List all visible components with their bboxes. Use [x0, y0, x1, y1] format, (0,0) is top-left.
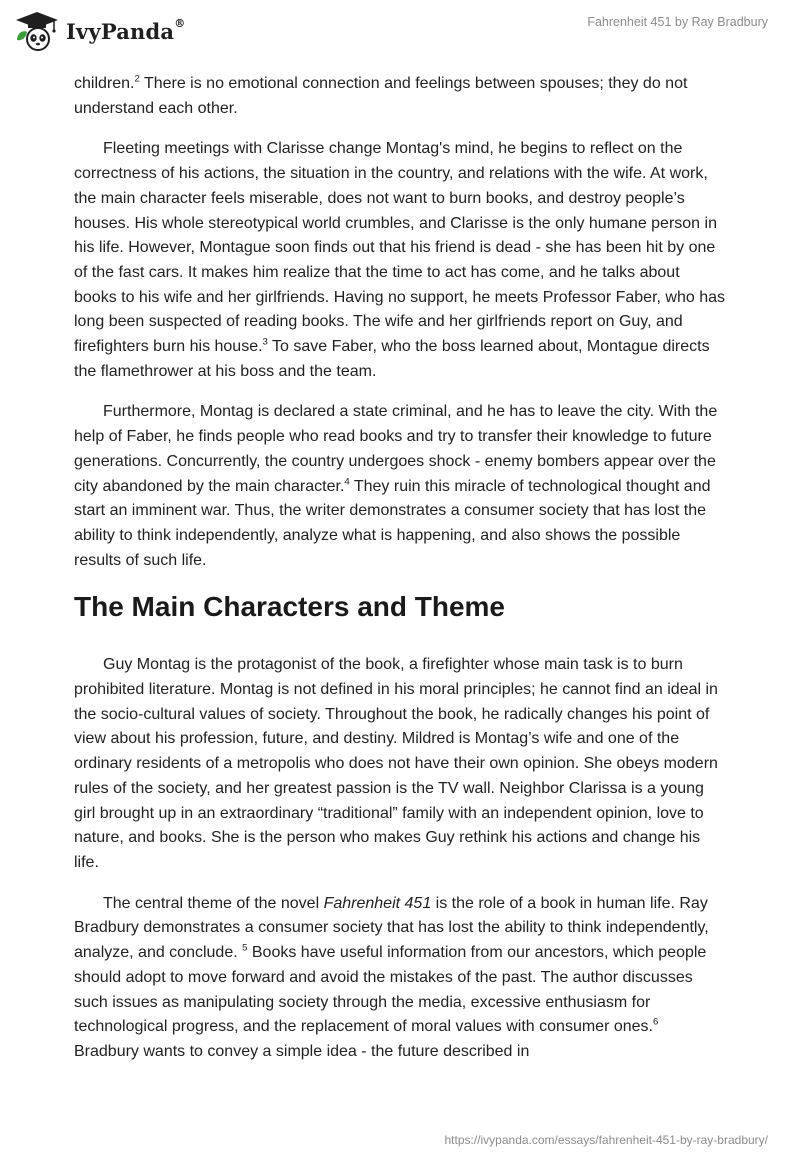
- footnote-ref-2[interactable]: 2: [134, 73, 140, 85]
- paragraph-2-text-b: To save Faber, who the boss learned about, Montague directs the flamethrower at his boss and the team.: [74, 338, 710, 380]
- paragraph-5: [74, 892, 726, 1065]
- paragraph-1: [74, 72, 726, 121]
- essay-body: [74, 72, 726, 1081]
- paragraph-3-text-a: Furthermore, Montag is declared a state criminal, and he has to leave the city. With the help of Faber, he finds people who read books and try to transfer their knowledge to future generations. Concurrently, the country undergoes shock - enemy bombers appear over the city abandoned by the main character.: [74, 403, 718, 495]
- section-heading: The Main Characters and Theme: [74, 591, 506, 623]
- paragraph-4: [74, 653, 726, 875]
- logo-wordmark-text: IvyPanda: [66, 18, 175, 44]
- document-title: Fahrenheit 451 by Ray Bradbury: [587, 15, 768, 29]
- book-title-italic: Fahrenheit 451: [323, 894, 432, 912]
- paragraph-1-text-a: children.: [74, 75, 135, 92]
- ivypanda-logo[interactable]: [14, 10, 185, 52]
- paragraph-5-text-c: Books have useful information from our ancestors, which people should adopt to move forward and avoid the mistakes of the past. The author discusses such issues as manipulating society through the media, excessive enthusiasm for technological progress, and the replacement of moral values with consumer ones.: [74, 944, 707, 1036]
- footnote-ref-3[interactable]: 3: [262, 336, 268, 348]
- footnote-ref-4[interactable]: 4: [344, 476, 350, 488]
- page-header: [0, 0, 800, 70]
- paragraph-3-text-b: They ruin this miracle of technological thought and start an imminent war. Thus, the writer demonstrates a consumer society that has lost the ability to think independently, analyze what is happening, and also shows the possible results of such life.: [74, 477, 711, 569]
- panda-graduate-icon: [14, 10, 60, 52]
- paragraph-3: [74, 400, 726, 573]
- paragraph-2-text-a: Fleeting meetings with Clarisse change Montag's mind, he begins to reflect on the correctness of his actions, the situation in the country, and relations with the wife. At work, the main character feels miserable, does not want to burn books, and destroy people’s houses. His whole stereotypical world crumbles, and Clarisse is the only humane person in his life. However, Montague soon finds out that his friend is dead - she has been hit by one of the fast cars. It makes him realize that the time to act has come, and he talks about books to his wife and her girlfriends. Having no support, he meets Professor Faber, who has long been suspected of reading books. The wife and her girlfriends report on Guy, and firefighters burn his house.: [74, 140, 726, 356]
- paragraph-1-text-b: There is no emotional connection and feelings between spouses; they do not understand each other.: [74, 75, 688, 117]
- footnote-ref-6[interactable]: 6: [652, 1016, 659, 1028]
- paragraph-5-text-d: Bradbury wants to convey a simple idea - the future described in: [74, 1042, 530, 1060]
- registered-mark: ®: [174, 16, 186, 30]
- paragraph-5-text-b: is the role of a book in human life. Ray Bradbury demonstrates a consumer society that has lost the ability to think independently, analyze, and conclude.: [74, 894, 709, 962]
- logo-wordmark: [66, 16, 186, 44]
- source-url-link[interactable]: https://ivypanda.com/essays/fahrenheit-451-by-ray-bradbury/: [444, 1133, 768, 1147]
- paragraph-4-text: Guy Montag is the protagonist of the book, a firefighter whose main task is to burn prohibited literature. Montag is not defined in his moral principles; he cannot find an ideal in the socio-cultural values of society. Throughout the book, he radically changes his point of view about his profession, future, and destiny. Mildred is Montag’s wife and one of the ordinary residents of a metropolis who does not have their own opinion. She obeys modern rules of the society, and her greatest passion is the TV wall. Neighbor Clarissa is a young girl brought up in an extraordinary “traditional” family with an independent opinion, love to nature, and books. She is the person who makes Guy rethink his actions and change his life.: [74, 656, 718, 871]
- paragraph-5-text-a: The central theme of the novel: [103, 894, 324, 912]
- footnote-ref-5[interactable]: 5: [242, 942, 248, 954]
- paragraph-2: [74, 137, 726, 384]
